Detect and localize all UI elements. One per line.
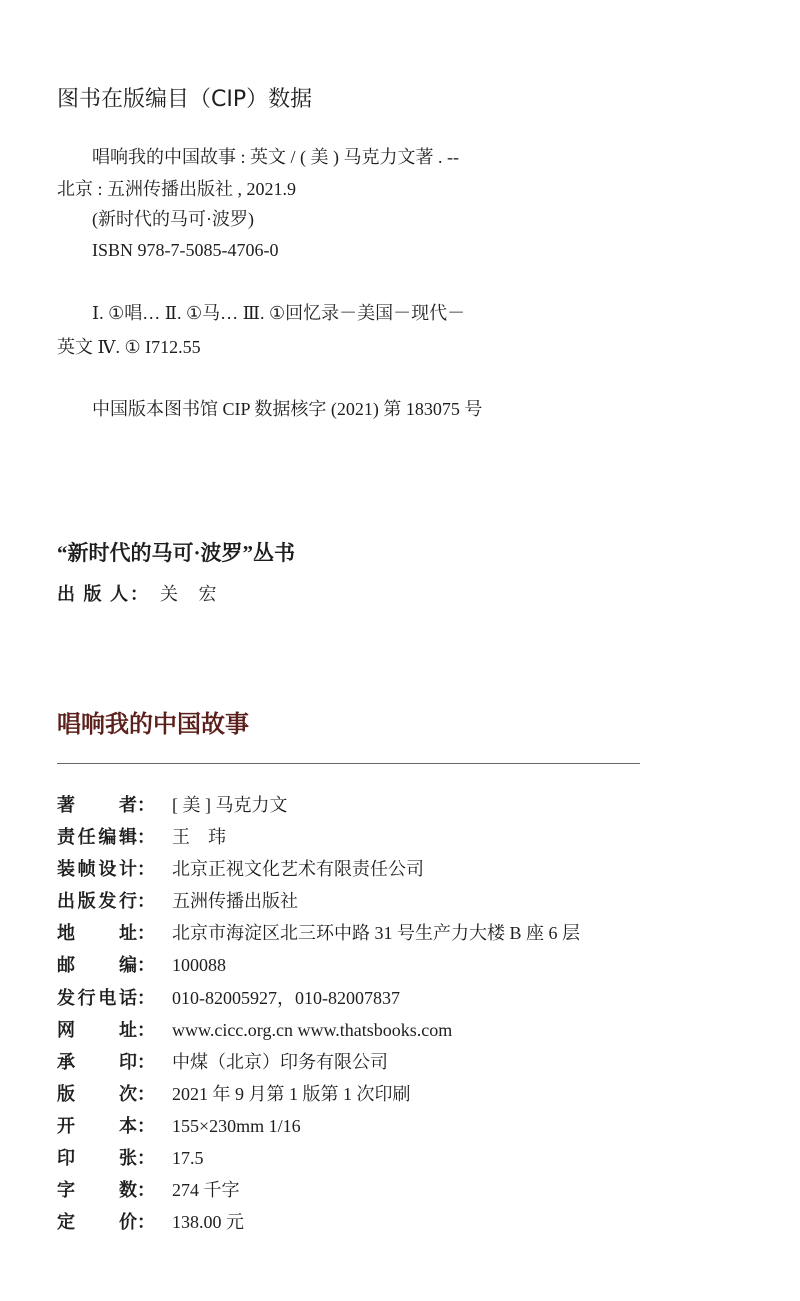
detail-colon: ： — [137, 827, 155, 848]
detail-label: 版次 — [57, 1083, 137, 1104]
detail-value: www.cicc.org.cn www.thatsbooks.com — [172, 1019, 453, 1040]
detail-value: 17.5 — [172, 1148, 204, 1169]
detail-label: 责任编辑 — [57, 827, 137, 848]
cip-classification-line-1: Ⅰ. ①唱… Ⅱ. ①马… Ⅲ. ①回忆录－美国－现代－ — [92, 303, 466, 323]
detail-row-edition — [57, 1078, 757, 1110]
detail-colon: ： — [137, 923, 155, 944]
detail-label: 承印 — [57, 1051, 137, 1072]
detail-value: 138.00 元 — [172, 1212, 244, 1233]
detail-label: 邮编 — [57, 955, 137, 976]
detail-colon: ： — [137, 1083, 155, 1104]
series-publisher-label: 出 版 人： — [57, 584, 150, 604]
detail-colon: ： — [137, 955, 155, 976]
cip-isbn-line: ISBN 978-7-5085-4706-0 — [92, 240, 279, 260]
detail-value: 王 玮 — [172, 827, 226, 848]
detail-label: 字数 — [57, 1180, 137, 1201]
detail-colon: ： — [137, 1212, 155, 1233]
book-details-list — [57, 789, 757, 1238]
detail-value: 北京正视文化艺术有限责任公司 — [172, 859, 424, 880]
detail-colon: ： — [137, 1115, 155, 1136]
series-publisher — [57, 579, 225, 609]
detail-label: 网址 — [57, 1019, 137, 1040]
detail-row-price — [57, 1206, 757, 1238]
book-title: 唱响我的中国故事 — [57, 712, 249, 738]
detail-value: [ 美 ] 马克力文 — [172, 795, 288, 815]
cip-classification-line-2: 英文 Ⅳ. ① I712.55 — [57, 337, 201, 357]
detail-row-postcode — [57, 949, 757, 981]
detail-value: 2021 年 9 月第 1 版第 1 次印刷 — [172, 1083, 411, 1104]
detail-row-printer — [57, 1046, 757, 1078]
detail-row-website — [57, 1014, 757, 1046]
detail-label: 发行电话 — [57, 987, 137, 1008]
detail-value: 北京市海淀区北三环中路 31 号生产力大楼 B 座 6 层 — [172, 923, 581, 944]
detail-row-phone — [57, 982, 757, 1014]
series-publisher-name: 关 宏 — [160, 584, 225, 604]
cip-heading: 图书在版编目（CIP）数据 — [57, 87, 313, 112]
detail-value: 100088 — [172, 955, 226, 976]
detail-label: 地址 — [57, 923, 137, 944]
detail-row-author — [57, 789, 757, 821]
detail-label: 印张 — [57, 1148, 137, 1169]
detail-label: 装帧设计 — [57, 859, 137, 880]
detail-colon: ： — [137, 987, 155, 1008]
detail-value: 中煤（北京）印务有限公司 — [172, 1051, 388, 1072]
detail-label: 定价 — [57, 1212, 137, 1233]
detail-row-distributor — [57, 885, 757, 917]
cip-publisher-line: 北京 : 五洲传播出版社 , 2021.9 — [57, 179, 297, 199]
detail-row-address — [57, 917, 757, 949]
detail-row-word-count — [57, 1174, 757, 1206]
detail-label: 著者 — [57, 795, 137, 815]
cip-record-number: 中国版本图书馆 CIP 数据核字 (2021) 第 183075 号 — [92, 399, 483, 419]
detail-row-editor — [57, 821, 757, 853]
detail-value: 010-82005927，010-82007837 — [172, 987, 400, 1008]
detail-colon: ： — [137, 891, 155, 912]
detail-colon: ： — [137, 1051, 155, 1072]
title-divider — [57, 763, 640, 764]
cip-title-line: 唱响我的中国故事 : 英文 / ( 美 ) 马克力文著 . -- — [92, 147, 459, 167]
detail-colon: ： — [137, 1148, 155, 1169]
detail-row-format — [57, 1110, 757, 1142]
detail-colon: ： — [137, 795, 155, 815]
series-title: “新时代的马可·波罗”丛书 — [57, 541, 296, 565]
detail-value: 五洲传播出版社 — [172, 891, 298, 912]
cip-series-line: (新时代的马可·波罗) — [92, 209, 254, 229]
detail-colon: ： — [137, 1180, 155, 1201]
detail-colon: ： — [137, 1019, 155, 1040]
detail-value: 274 千字 — [172, 1180, 240, 1201]
detail-colon: ： — [137, 859, 155, 880]
detail-label: 开本 — [57, 1115, 137, 1136]
detail-label: 出版发行 — [57, 891, 137, 912]
detail-value: 155×230mm 1/16 — [172, 1115, 301, 1136]
detail-row-design — [57, 853, 757, 885]
detail-row-sheets — [57, 1142, 757, 1174]
